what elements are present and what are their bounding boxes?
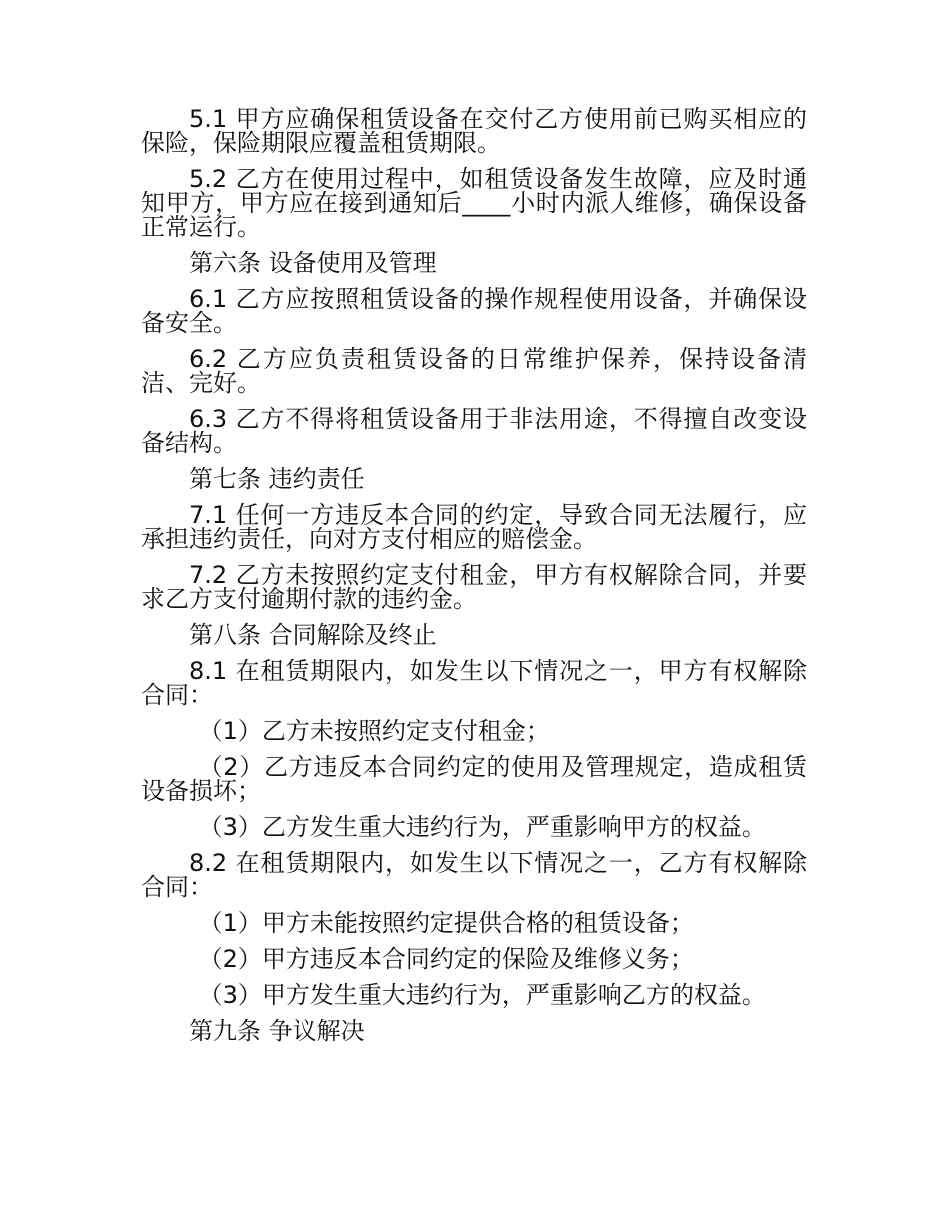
clause-8-1-item-2: （2）乙方违反本合同约定的使用及管理规定，造成租赁设备损坏； xyxy=(141,753,807,805)
clause-5-2: 5.2 乙方在使用过程中，如租赁设备发生故障，应及时通知甲方，甲方应在接到通知后____小时内派人维修，确保设备正常运行。 xyxy=(141,165,807,241)
document-body xyxy=(141,107,807,1043)
clause-7-2: 7.2 乙方未按照约定支付租金，甲方有权解除合同，并要求乙方支付逾期付款的违约金。 xyxy=(141,561,807,613)
article-9-heading: 第九条 争议解决 xyxy=(189,1017,365,1045)
clause-5-1: 5.1 甲方应确保租赁设备在交付乙方使用前已购买相应的保险，保险期限应覆盖租赁期限。 xyxy=(141,105,807,157)
clause-8-1-item-1: （1）乙方未按照约定支付租金； xyxy=(198,717,550,745)
article-7-heading: 第七条 违约责任 xyxy=(189,465,365,493)
article-8-heading: 第八条 合同解除及终止 xyxy=(189,621,437,649)
clause-8-1-item-3: （3）乙方发生重大违约行为，严重影响甲方的权益。 xyxy=(198,813,766,841)
clause-8-2-item-3: （3）甲方发生重大违约行为，严重影响乙方的权益。 xyxy=(198,981,766,1009)
clause-8-2: 8.2 在租赁期限内，如发生以下情况之一，乙方有权解除合同： xyxy=(141,849,807,901)
clause-6-1: 6.1 乙方应按照租赁设备的操作规程使用设备，并确保设备安全。 xyxy=(141,285,807,337)
article-6-heading: 第六条 设备使用及管理 xyxy=(189,249,437,277)
clause-7-1: 7.1 任何一方违反本合同的约定，导致合同无法履行，应承担违约责任，向对方支付相应的赔偿金。 xyxy=(141,501,807,553)
clause-6-3: 6.3 乙方不得将租赁设备用于非法用途，不得擅自改变设备结构。 xyxy=(141,405,807,457)
clause-8-2-item-1: （1）甲方未能按照约定提供合格的租赁设备； xyxy=(198,909,694,937)
clause-8-2-item-2: （2）甲方违反本合同约定的保险及维修义务； xyxy=(198,945,694,973)
clause-6-2: 6.2 乙方应负责租赁设备的日常维护保养，保持设备清洁、完好。 xyxy=(141,345,807,397)
clause-8-1: 8.1 在租赁期限内，如发生以下情况之一，甲方有权解除合同： xyxy=(141,657,807,709)
